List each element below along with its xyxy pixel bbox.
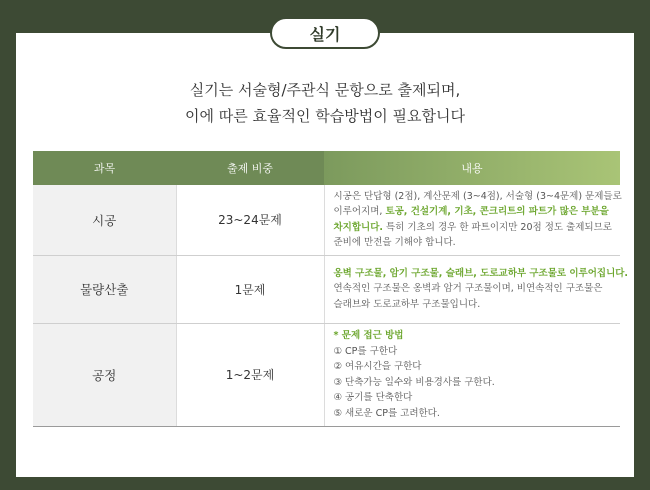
header-subject: 과목 [33, 151, 176, 185]
table-header-row [33, 151, 620, 185]
section-badge-label: 실기 [309, 24, 341, 44]
subject-cell: 시공 [33, 185, 176, 255]
content-line [334, 220, 613, 236]
method-step: ① CP를 구한다 [333, 345, 398, 357]
content-line: 연속적인 구조물은 옹벽과 암거 구조물이며, 비연속적인 구조물은 [333, 283, 603, 295]
method-step: ② 여유시간을 구한다 [333, 361, 422, 372]
exam-table [33, 151, 629, 427]
highlight-text: 토공, 건설기계, 기초, 콘크리트의 파트가 많은 부분을 [385, 206, 609, 218]
intro-line-1: 실기는 서술형/주관식 문항으로 출제되며, [189, 81, 461, 99]
ratio-cell: 23~24문제 [176, 185, 324, 255]
content-line: 시공은 단답형 (2점), 계산문제 (3~4점), 서술형 (3~4문제) 문제들로 [333, 190, 622, 202]
header-ratio: 출제 비중 [176, 151, 324, 185]
table-row [33, 185, 620, 255]
header-content: 내용 [324, 151, 620, 185]
highlight-text: 차지합니다. [333, 221, 383, 233]
subject-cell: 공정 [33, 323, 176, 426]
table-row [33, 323, 620, 426]
content-cell [324, 255, 629, 323]
content-line: 준비에 만전을 기해야 합니다. [333, 237, 456, 249]
content-line: 슬래브와 도로교하부 구조물입니다. [333, 298, 481, 310]
method-step: ④ 공기를 단축한다 [333, 392, 413, 403]
intro-line-2: 이에 따른 효율적인 학습방법이 필요합니다 [185, 107, 465, 125]
method-title: * 문제 접근 방법 [333, 330, 404, 341]
ratio-cell: 1~2문제 [176, 323, 324, 426]
table-row [33, 255, 620, 323]
content-text: 이루어지며, [333, 206, 386, 218]
ratio-cell: 1문제 [176, 255, 324, 323]
method-step: ⑤ 새로운 CP를 고려한다. [333, 407, 440, 419]
section-badge [270, 17, 380, 49]
content-text: 특히 기초의 경우 한 파트이지만 20점 정도 출제되므로 [383, 221, 612, 233]
intro-text [16, 77, 634, 129]
content-cell [324, 323, 620, 426]
content-line [334, 204, 613, 220]
subject-cell: 물량산출 [33, 255, 176, 323]
content-cell [324, 185, 620, 255]
method-step: ③ 단축가능 일수와 비용경사를 구한다. [333, 376, 495, 388]
highlight-text: 옹벽 구조물, 암기 구조물, 슬래브, 도로교하부 구조물로 이루어집니다. [333, 267, 629, 279]
